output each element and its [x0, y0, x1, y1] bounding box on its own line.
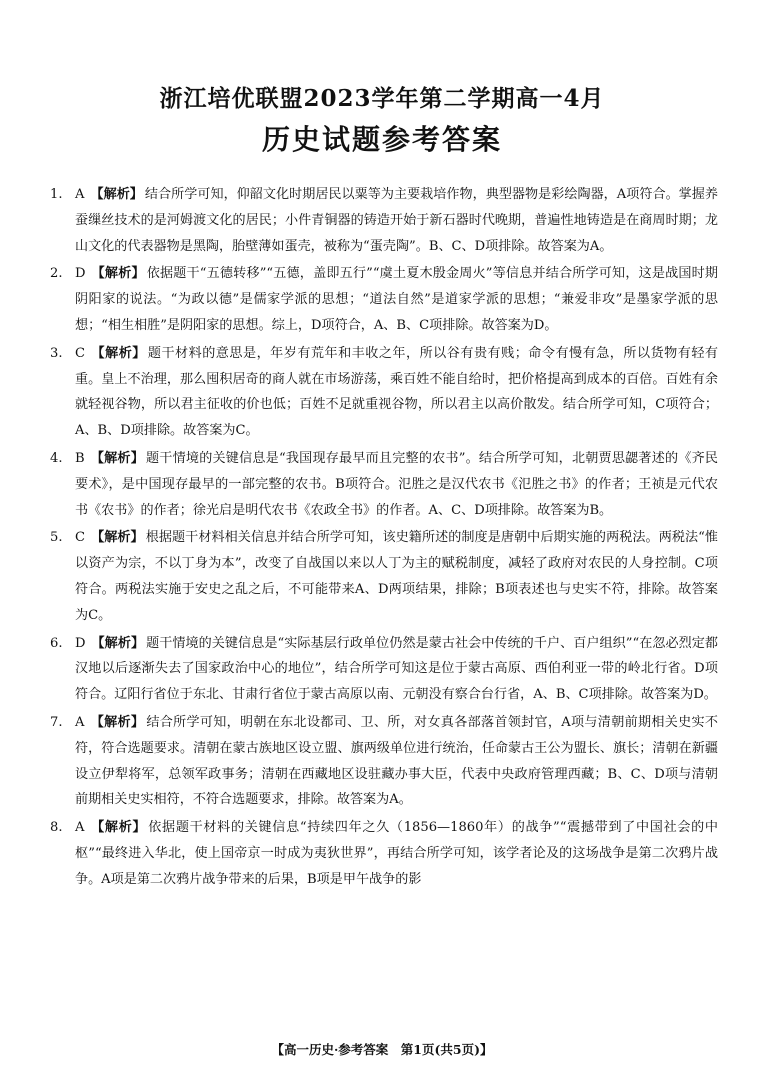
analysis-tag: 【解析】: [91, 345, 146, 361]
question-number: 4.: [50, 450, 63, 466]
answer-item-7: [50, 710, 718, 813]
analysis-text: 根据题干材料相关信息并结合所学可知，该史籍所述的制度是唐朝中后期实施的两税法。两税法“惟以资产为宗，不以丁身为本”，改变了自战国以来以人丁为主的赋税制度，减轻了政府对农民的人身控制。C项符合。两税法实施于安史之乱之后，不可能带来A、D两项结果，排除；B项表述也与史实不符，排除。故答案为C。: [75, 530, 719, 623]
page-footer: 【高一历史·参考答案 第1页(共5页)】: [271, 1042, 493, 1057]
answer-letter: B: [75, 450, 85, 466]
analysis-text: 结合所学可知，明朝在东北设都司、卫、所，对女真各部落首领封官，A项与清朝前期相关史实不符，符合选题要求。清朝在蒙古族地区设立盟、旗两级单位进行统治，任命蒙古王公为盟长、旗长；清朝在新疆设立伊犁将军，总领军政事务；清朝在西藏地区设驻藏办事大臣，代表中央政府管理西藏；B、C、D项与清朝前期相关史实相符，不符合选题要求，排除。故答案为A。: [75, 714, 718, 808]
analysis-tag: 【解析】: [90, 187, 143, 202]
answer-item-6: [50, 631, 718, 708]
question-number: 2.: [50, 266, 63, 282]
answer-item-3: [50, 341, 718, 444]
question-number: 8.: [50, 820, 63, 836]
answer-letter: A: [75, 820, 85, 836]
answer-letter: D: [75, 635, 86, 651]
answer-list: [50, 182, 718, 895]
analysis-text: 依据题干“五德转移”“五德，盖即五行”“虞土夏木殷金周火”等信息并结合所学可知，这是战国时期阴阳家的说法。“为政以德”是儒家学派的思想；“道法自然”是道家学派的思想；“兼爱非攻”是墨家学派的思想；“相生相胜”是阴阳家的思想。综上，D项符合，A、B、C项排除。故答案为D。: [75, 266, 718, 333]
answer-letter: C: [75, 530, 86, 546]
question-number: 6.: [50, 635, 63, 651]
question-number: 1.: [50, 187, 63, 202]
answer-item-5: [50, 525, 718, 628]
document-subtitle: 历史试题参考答案: [261, 123, 502, 156]
answer-item-8: [50, 815, 718, 892]
answer-letter: A: [75, 187, 85, 202]
analysis-text: 题干材料的意思是，年岁有荒年和丰收之年，所以谷有贵有贱；命令有慢有急，所以货物有轻有重。皇上不治理，那么囤积居奇的商人就在市场游荡，乘百姓不能自给时，把价格提高到成本的百倍。百姓有余就轻视谷物，所以君主征收的价也低；百姓不足就重视谷物，所以君主以高价散发。结合所学可知，C项符合；A、B、D项排除。故答案为C。: [75, 345, 719, 439]
answer-item-2: [50, 261, 718, 338]
analysis-text: 题干情境的关键信息是“我国现存最早而且完整的农书”。结合所学可知，北朝贾思勰著述的《齐民要术》，是中国现存最早的一部完整的农书。B项符合。氾胜之是汉代农书《氾胜之书》的作者；王祯是元代农书《农书》的作者；徐光启是明代农书《农政全书》的作者。A、C、D项排除。故答案为B。: [75, 450, 719, 518]
analysis-text: 结合所学可知，仰韶文化时期居民以粟等为主要栽培作物，典型器物是彩绘陶器，A项符合。掌握养蚕缫丝技术的是河姆渡文化的居民；小件青铜器的铸造开始于新石器时代晚期，普遍性地铸造是在商周时期；龙山文化的代表器物是黑陶，胎壁薄如蛋壳，被称为“蛋壳陶”。B、C、D项排除。故答案为A。: [75, 187, 718, 254]
analysis-tag: 【解析】: [91, 530, 144, 546]
analysis-text: 依据题干材料的关键信息“持续四年之久（1856—1860年）的战争”“震撼带到了中国社会的中枢”“最终进入华北，使上国帝京一时成为夷狄世界”，再结合所学可知，该学者论及的这场战争是第二次鸦片战争。A项是第二次鸦片战争带来的后果，B项是甲午战争的影: [75, 820, 718, 887]
analysis-tag: 【解析】: [91, 635, 145, 651]
answer-item-1: [50, 182, 718, 259]
question-number: 5.: [50, 530, 63, 546]
answer-item-4: [50, 446, 718, 523]
answer-letter: C: [75, 345, 86, 361]
analysis-tag: 【解析】: [90, 820, 147, 836]
analysis-tag: 【解析】: [91, 266, 145, 282]
analysis-text: 题干情境的关键信息是“实际基层行政单位仍然是蒙古社会中传统的千户、百户组织”“在忽必烈定都汉地以后逐渐失去了国家政治中心的地位”，结合所学可知这是位于蒙古高原、西伯利亚一带的岭北行省。D项符合。辽阳行省位于东北、甘肃行省位于蒙古高原以南、元朝没有察合台行省，A、B、C项排除。故答案为D。: [75, 635, 718, 703]
analysis-tag: 【解析】: [90, 714, 145, 730]
question-number: 3.: [50, 345, 63, 361]
analysis-tag: 【解析】: [90, 450, 145, 466]
question-number: 7.: [50, 714, 63, 730]
answer-letter: A: [75, 714, 85, 730]
answer-letter: D: [75, 266, 86, 282]
document-title: 浙江培优联盟2023学年第二学期高一4月: [159, 85, 605, 112]
